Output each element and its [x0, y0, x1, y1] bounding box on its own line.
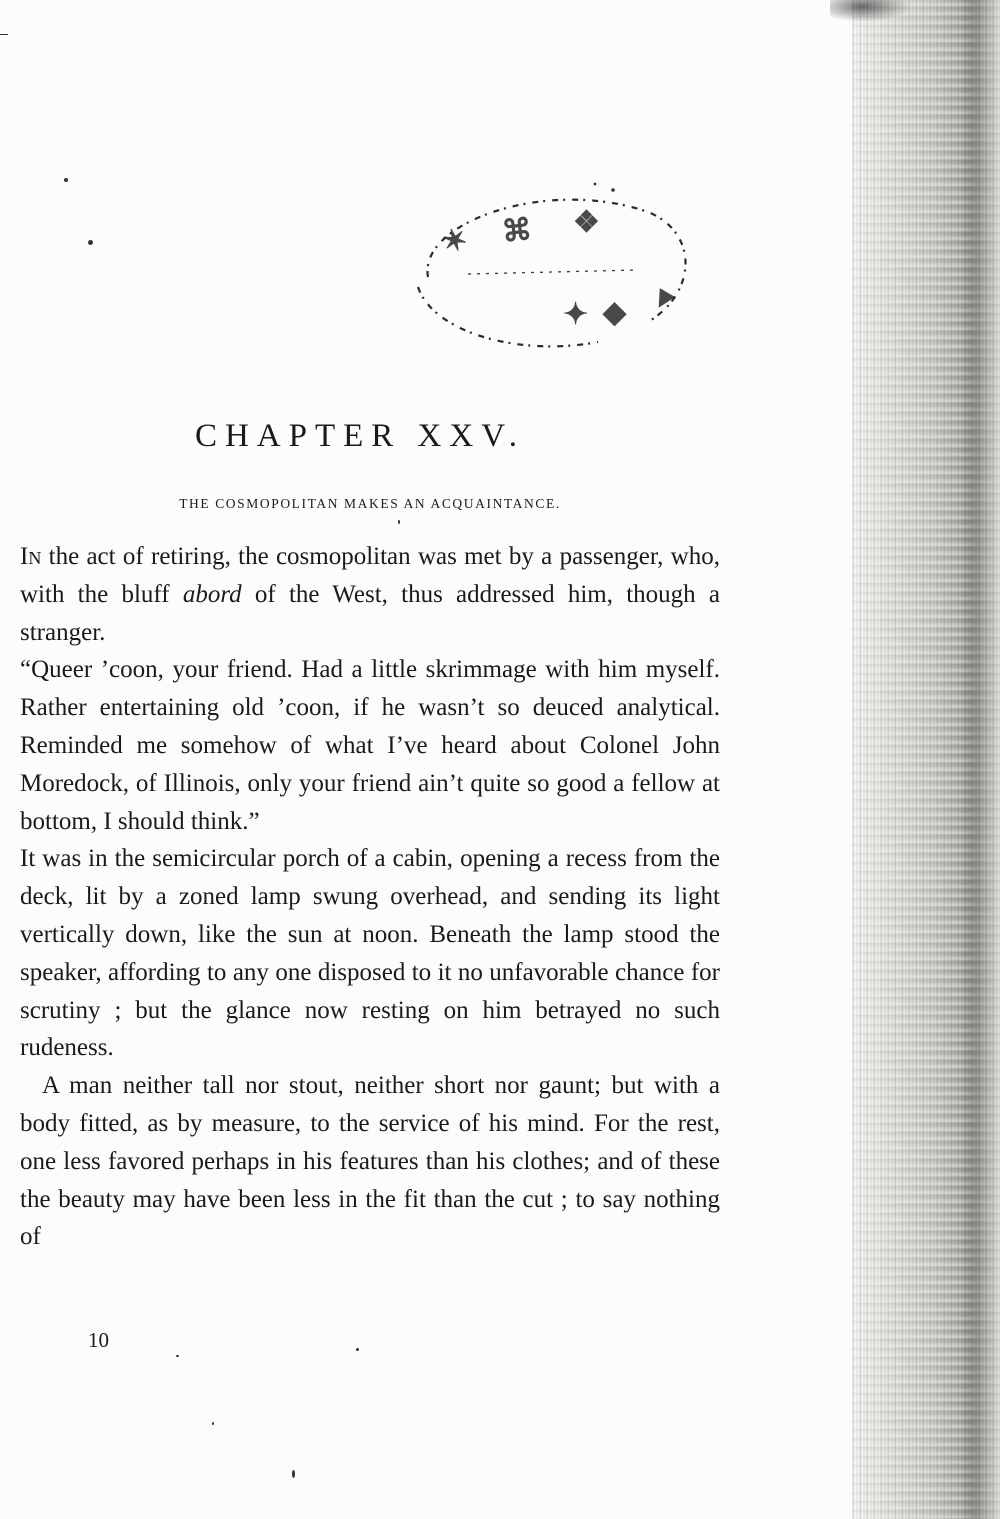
paragraph-1 [20, 538, 720, 651]
paragraph-4: A man neither tall nor stout, neither short nor gaunt; but with a body fitted, as by measure, to the service of his mind. For the rest, one less favored perhaps in his features than his clothes; and of these the beauty may have been less in the fit than the cut ; to say nothing of [20, 1072, 720, 1251]
paragraph-3: It was in the semicircular porch of a cabin, opening a recess from the deck, lit by a zoned lamp swung overhead, and sending its light vertically down, like the sun at noon. Beneath the lamp stood the speaker, affording to any one disposed to it no unfavorable chance for scrutiny ; but the glance now resting on him betrayed no such rudeness. [20, 845, 720, 1062]
speck [88, 240, 93, 245]
speck [64, 178, 68, 182]
stamp-bottom-glyph-2: ◆ [603, 296, 627, 329]
stamp-top-glyph-3: ❖ [573, 206, 600, 239]
speck [292, 1470, 295, 1478]
page-number: 10 [88, 1328, 109, 1352]
speck [176, 1355, 179, 1357]
speck [212, 1422, 214, 1425]
book-edge-shadow [960, 0, 1000, 1519]
corner-smudge [830, 0, 910, 22]
library-stamp [398, 182, 698, 360]
stamp-top-glyph-2: ⌘ [500, 213, 534, 249]
chapter-title: CHAPTER XXV. [194, 418, 526, 454]
italic-word: abord [182, 580, 242, 608]
paragraph-2: “Queer ’coon, your friend. Had a little skrimmage with him myself. Rather entertaining old ’coon, if he wasn’t so deuced analytical. Reminded me somehow of what I’ve heard about Colonel John Moredock, of Illinois, only your friend ain’t quite so good a fellow at bottom, I should think.” [20, 656, 720, 835]
chapter-subtitle: THE COSMOPOLITAN MAKES AN ACQUAINTANCE. [179, 496, 561, 511]
speck [356, 1348, 359, 1351]
speck [0, 34, 8, 35]
paragraph-lead: In [20, 543, 42, 570]
paragraph-text: of the West, thus addressed him, though a stranger. [20, 580, 720, 646]
stamp-top-glyph-1: ✶ [437, 221, 473, 261]
speck [398, 520, 400, 524]
paragraph-text: the act of retiring, the cosmopolitan was met by a passenger, who, with the bluff [20, 543, 720, 608]
stamp-bottom-glyph-1: ✦ [563, 298, 589, 331]
chapter-body [20, 538, 720, 1256]
stamp-bottom-glyph-3: ▼ [642, 277, 685, 321]
